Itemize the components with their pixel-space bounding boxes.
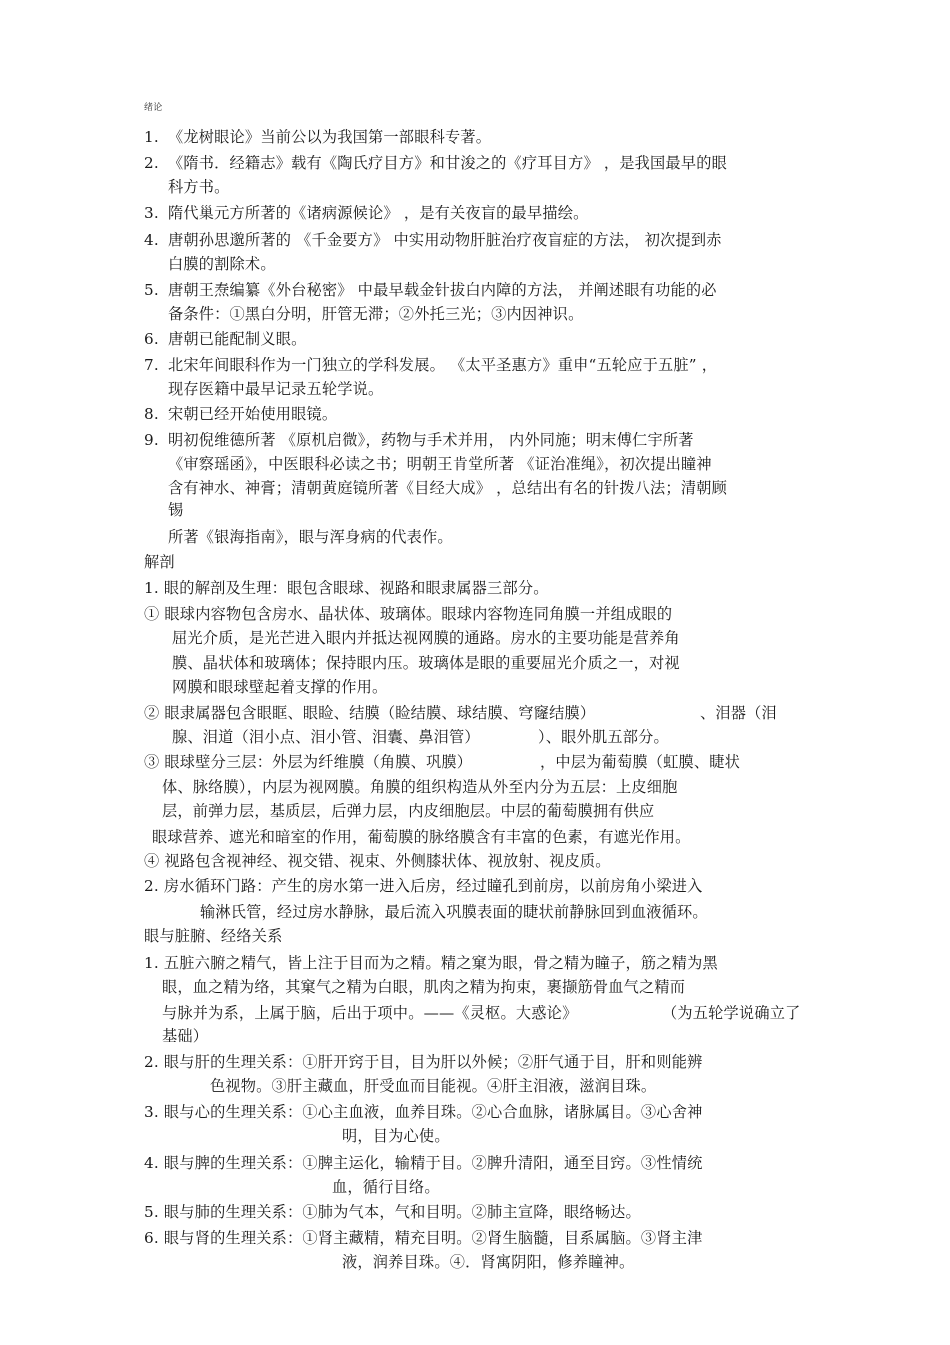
intro-9-line-1: 明初倪维德所著 《原机启微》，药物与手术并用， 内外同施；明末傅仁宇所著 — [168, 431, 694, 449]
intro-8-num: 8. — [144, 405, 159, 423]
intro-2-line-2: 科方书。 — [168, 178, 230, 196]
intro-9-line-2: 《审察瑶函》，中医眼科必读之书；明朝王肯堂所著 《证治准绳》，初次提出瞳神 — [168, 455, 712, 473]
anatomy-c3-line-1b: ，中层为葡萄膜（虹膜、睫状 — [540, 753, 741, 771]
intro-1-num: 1. — [144, 128, 159, 146]
organs-4-line-1: 4. 眼与脾的生理关系：①脾主运化，输精于目。②脾升清阳，通至目窍。③性情统 — [144, 1154, 703, 1172]
organs-4-line-2: 血，循行目络。 — [332, 1178, 440, 1196]
intro-5-line-2: 备条件：①黑白分明，肝管无滞；②外托三光；③内因神识。 — [168, 305, 584, 323]
intro-4-line-2: 白膜的割除术。 — [168, 255, 276, 273]
anatomy-c3-line-2: 体、脉络膜），内层为视网膜。角膜的组织构造从外至内分为五层：上皮细胞 — [162, 778, 678, 796]
intro-5-num: 5. — [144, 281, 159, 299]
intro-2-num: 2. — [144, 154, 159, 172]
intro-9-line-5: 所著《银海指南》，眼与浑身病的代表作。 — [168, 528, 453, 546]
intro-3-line-1: 隋代巢元方所著的《诸病源候论》 ，是有关夜盲的最早描绘。 — [168, 204, 589, 222]
organs-2-line-1: 2. 眼与肝的生理关系：①肝开窍于目，目为肝以外候；②肝气通于目，肝和则能辨 — [144, 1053, 703, 1071]
anatomy-c2-line-1a: ② 眼隶属器包含眼眶、眼睑、结膜（睑结膜、球结膜、穹窿结膜） — [144, 704, 596, 722]
organs-3-line-1: 3. 眼与心的生理关系：①心主血液，血养目珠。②心合血脉，诸脉属目。③心舍神 — [144, 1103, 703, 1121]
intro-4-line-1: 唐朝孙思邈所著的 《千金要方》 中实用动物肝脏治疗夜盲症的方法， 初次提到赤 — [168, 231, 722, 249]
anatomy-para-2-line-1: 2. 房水循环门路：产生的房水第一进入后房，经过瞳孔到前房，以前房角小梁进入 — [144, 877, 703, 895]
intro-4-num: 4. — [144, 231, 159, 249]
anatomy-c1-line-2: 屈光介质，是光芒进入眼内并抵达视网膜的通路。房水的主要功能是营养角 — [172, 629, 680, 647]
anatomy-para-2-line-2: 输淋氏管，经过房水静脉，最后流入巩膜表面的睫状前静脉回到血液循环。 — [200, 903, 708, 921]
anatomy-c3-line-3: 层，前弹力层，基质层，后弹力层，内皮细胞层。中层的葡萄膜拥有供应 — [162, 802, 655, 820]
intro-2-line-1: 《隋书．经籍志》载有《陶氏疗目方》和甘浚之的《疗耳目方》 ，是我国最早的眼 — [168, 154, 727, 172]
anatomy-para-1: 1. 眼的解剖及生理：眼包含眼球、视路和眼隶属器三部分。 — [144, 579, 549, 597]
anatomy-c4: ④ 视路包含视神经、视交错、视束、外侧膝状体、视放射、视皮质。 — [144, 852, 611, 870]
anatomy-c1-line-1: ① 眼球内容物包含房水、晶状体、玻璃体。眼球内容物连同角膜一并组成眼的 — [144, 605, 673, 623]
organs-1-line-3b: （为五轮学说确立了 — [662, 1004, 801, 1022]
intro-7-num: 7. — [144, 356, 159, 374]
intro-7-line-2: 现存医籍中最早记录五轮学说。 — [168, 380, 384, 398]
page-header: 绪论 — [144, 103, 163, 113]
intro-3-num: 3. — [144, 204, 159, 222]
organs-1-line-4: 基础） — [162, 1027, 209, 1045]
anatomy-c1-line-4: 网膜和眼球壁起着支撑的作用。 — [172, 678, 388, 696]
section-title-organs: 眼与脏腑、经络关系 — [144, 927, 283, 945]
intro-6-num: 6. — [144, 330, 159, 348]
intro-8-line-1: 宋朝已经开始使用眼镜。 — [168, 405, 338, 423]
intro-1-line-1: 《龙树眼论》当前公以为我国第一部眼科专著。 — [168, 128, 492, 146]
organs-3-line-2: 明，目为心使。 — [342, 1127, 450, 1145]
anatomy-c2-line-2b: ）、眼外肌五部分。 — [538, 728, 669, 746]
organs-2-line-2: 色视物。③肝主藏血，肝受血而目能视。④肝主泪液，滋润目珠。 — [210, 1077, 657, 1095]
anatomy-c2-line-1b: 、泪器（泪 — [700, 704, 777, 722]
anatomy-c3-line-1a: ③ 眼球壁分三层：外层为纤维膜（角膜、巩膜） — [144, 753, 473, 771]
organs-6-line-1: 6. 眼与肾的生理关系：①肾主藏精，精充目明。②肾生脑髓，目系属脑。③肾主津 — [144, 1229, 703, 1247]
organs-1-line-3a: 与脉并为系，上属于脑，后出于项中。——《灵枢。大惑论》 — [162, 1004, 578, 1022]
intro-7-line-1: 北宋年间眼科作为一门独立的学科发展。 《太平圣惠方》重申“五轮应于五脏” ， — [168, 356, 718, 374]
intro-9-line-4: 锡 — [168, 501, 184, 519]
intro-5-line-1: 唐朝王焘编纂《外台秘密》 中最早载金针拔白内障的方法， 并阐述眼有功能的必 — [168, 281, 717, 299]
anatomy-c2-line-2a: 腺、泪道（泪小点、泪小管、泪囊、鼻泪管） — [172, 728, 480, 746]
organs-5-line-1: 5. 眼与肺的生理关系：①肺为气本，气和目明。②肺主宣降，眼络畅达。 — [144, 1203, 641, 1221]
anatomy-c3-line-4: 眼球营养、遮光和暗室的作用，葡萄膜的脉络膜含有丰富的色素，有遮光作用。 — [152, 828, 691, 846]
anatomy-c1-line-3: 膜、晶状体和玻璃体；保持眼内压。玻璃体是眼的重要屈光介质之一，对视 — [172, 654, 680, 672]
organs-6-line-2: 液，润养目珠。④．肾寓阴阳，修养瞳神。 — [342, 1253, 635, 1271]
organs-1-line-1: 1. 五脏六腑之精气，皆上注于目而为之精。精之窠为眼，骨之精为瞳子，筋之精为黑 — [144, 954, 718, 972]
intro-6-line-1: 唐朝已能配制义眼。 — [168, 330, 307, 348]
intro-9-line-3: 含有神水、神膏；清朝黄庭镜所著《目经大成》 ，总结出有名的针拨八法；清朝顾 — [168, 479, 727, 497]
intro-9-num: 9. — [144, 431, 159, 449]
section-title-anatomy: 解剖 — [144, 553, 175, 571]
organs-1-line-2: 眼，血之精为络，其窠气之精为白眼，肌肉之精为拘束，裹撷筋骨血气之精而 — [162, 978, 686, 996]
